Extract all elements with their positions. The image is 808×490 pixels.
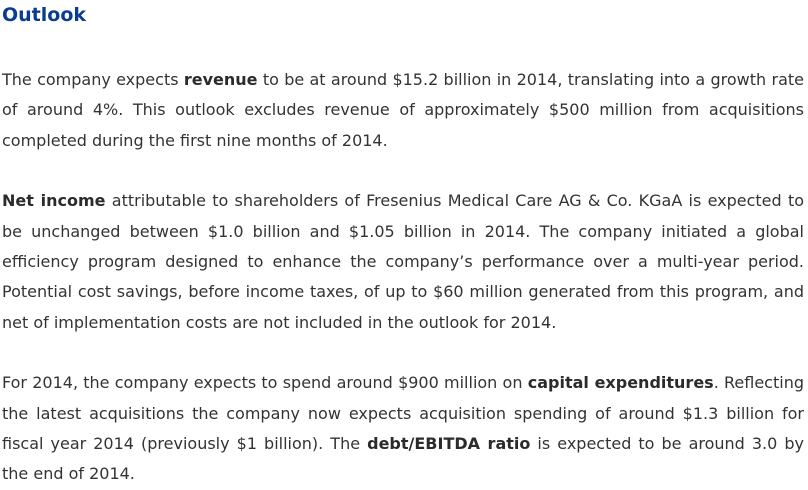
paragraph-text: . Reflecting the latest acquisitions the company now expects acquisition spending of around $1.3 billion for fiscal year 2014 (previously $1 billion). The	[2, 373, 804, 454]
page-title: Outlook	[2, 4, 87, 26]
paragraph-text: to be at around $15.2 billion in 2014, translating into a growth rate of around 4%. This outlook excludes revenue of approximately $500 million from acquisitions completed during the first nine months of 2014.	[2, 70, 804, 150]
paragraph-net-income	[2, 186, 804, 338]
bold-term-revenue: revenue	[183, 70, 258, 89]
paragraph-text: attributable to shareholders of Fresenius Medical Care AG & Co. KGaA is expected to be unchanged between $1.0 billion and $1.05 billion in 2014. The company initiated a global efficiency program designed to enhance the company’s performance over a multi-year period. Potential cost savings, before income taxes, of up to $60 million generated from this program, and net of implementation costs are not included in the outlook for 2014.	[2, 191, 805, 332]
paragraph-text: is expected to be around 3.0 by the end of 2014.	[2, 434, 805, 484]
bold-term-capital-expenditures: capital expenditures	[527, 373, 714, 393]
paragraph-capex	[2, 368, 804, 490]
paragraph-text: The company expects	[2, 70, 184, 89]
paragraph-revenue	[2, 65, 804, 156]
bold-term-debt-ebitda-ratio: debt/EBITDA ratio	[367, 434, 531, 454]
bold-term-net-income: Net income	[2, 191, 106, 211]
paragraph-text: For 2014, the company expects to spend around $900 million on	[2, 373, 528, 393]
